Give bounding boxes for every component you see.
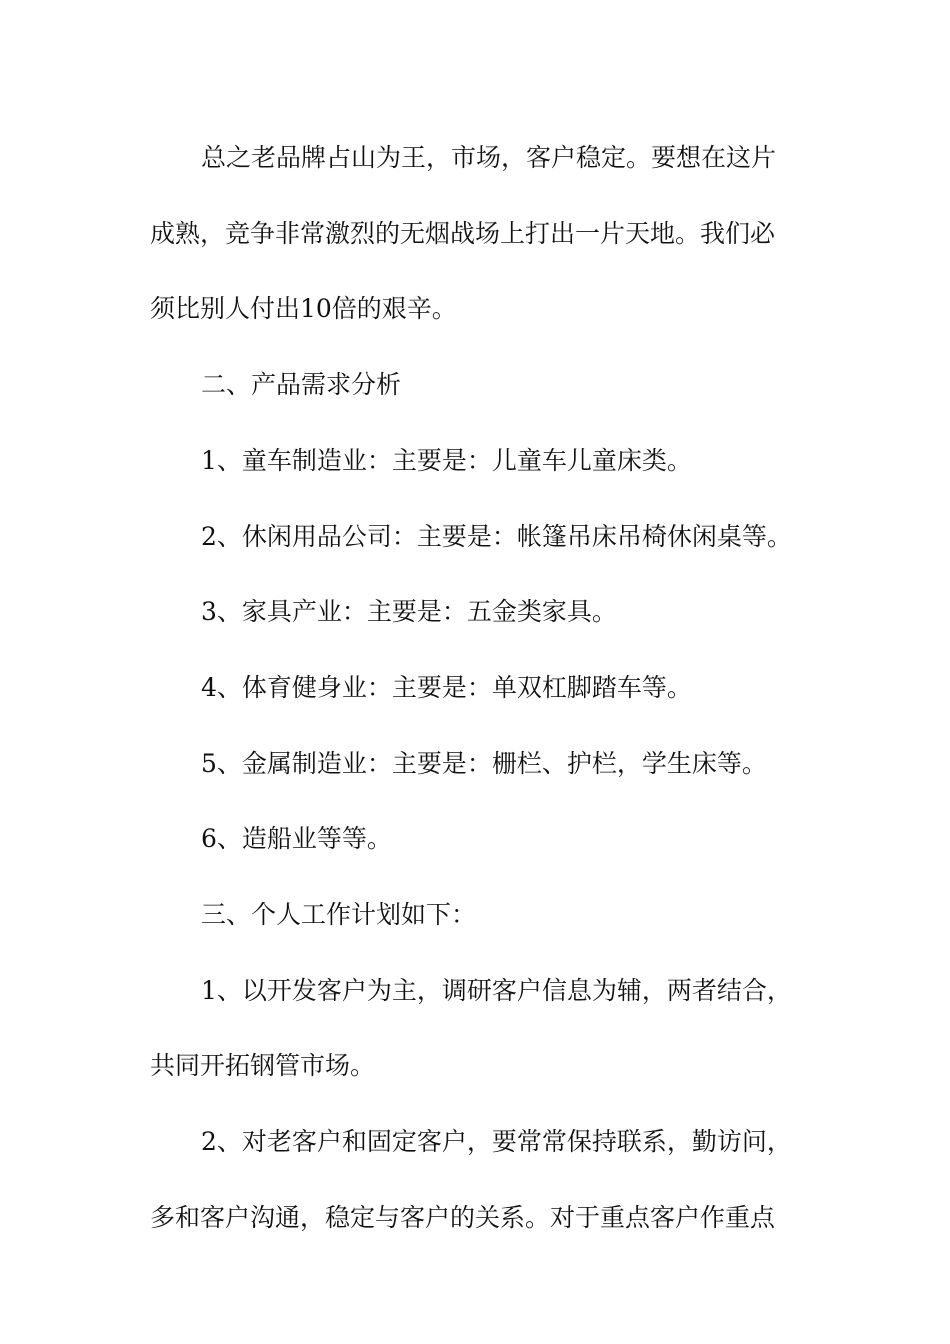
text-line: 5、金属制造业：主要是：栅栏、护栏，学生床等。 <box>201 748 767 778</box>
text-line: 3、家具产业：主要是：五金类家具。 <box>201 597 617 627</box>
text-line: 须比别人付出10倍的艰辛。 <box>150 294 457 324</box>
list-item-6 <box>150 801 796 877</box>
text-line: 总之老品牌占山为王，市场，客户稳定。要想在这片 <box>201 143 777 172</box>
paragraph-summary <box>150 120 796 347</box>
plan-item-2 <box>150 1104 796 1255</box>
plan-item-1 <box>150 953 796 1104</box>
list-item-4 <box>150 650 796 726</box>
text-line: 2、对老客户和固定客户，要常常保持联系，勤访问， <box>201 1127 792 1157</box>
list-item-5 <box>150 726 796 802</box>
text-line: 共同开拓钢管市场。 <box>150 1051 376 1081</box>
list-item-2 <box>150 499 796 575</box>
text-line: 成熟，竞争非常激烈的无烟战场上打出一片天地。我们必 <box>150 218 776 248</box>
list-item-3 <box>150 574 796 650</box>
text-line: 二、产品需求分析 <box>201 370 402 400</box>
section-heading-work-plan <box>150 877 796 953</box>
text-line: 1、以开发客户为主，调研客户信息为辅，两者结合， <box>201 975 792 1005</box>
text-line: 6、造船业等等。 <box>201 824 392 854</box>
document-body <box>150 120 796 1256</box>
text-line: 多和客户沟通，稳定与客户的关系。对于重点客户作重点 <box>150 1202 776 1232</box>
section-heading-product-demand <box>150 347 796 423</box>
text-line: 4、体育健身业：主要是：单双杠脚踏车等。 <box>201 672 692 702</box>
list-item-1 <box>150 423 796 499</box>
text-line: 1、童车制造业：主要是：儿童车儿童床类。 <box>201 445 692 475</box>
text-line: 2、休闲用品公司：主要是：帐篷吊床吊椅休闲桌等。 <box>201 521 792 551</box>
text-line: 三、个人工作计划如下： <box>201 900 477 930</box>
